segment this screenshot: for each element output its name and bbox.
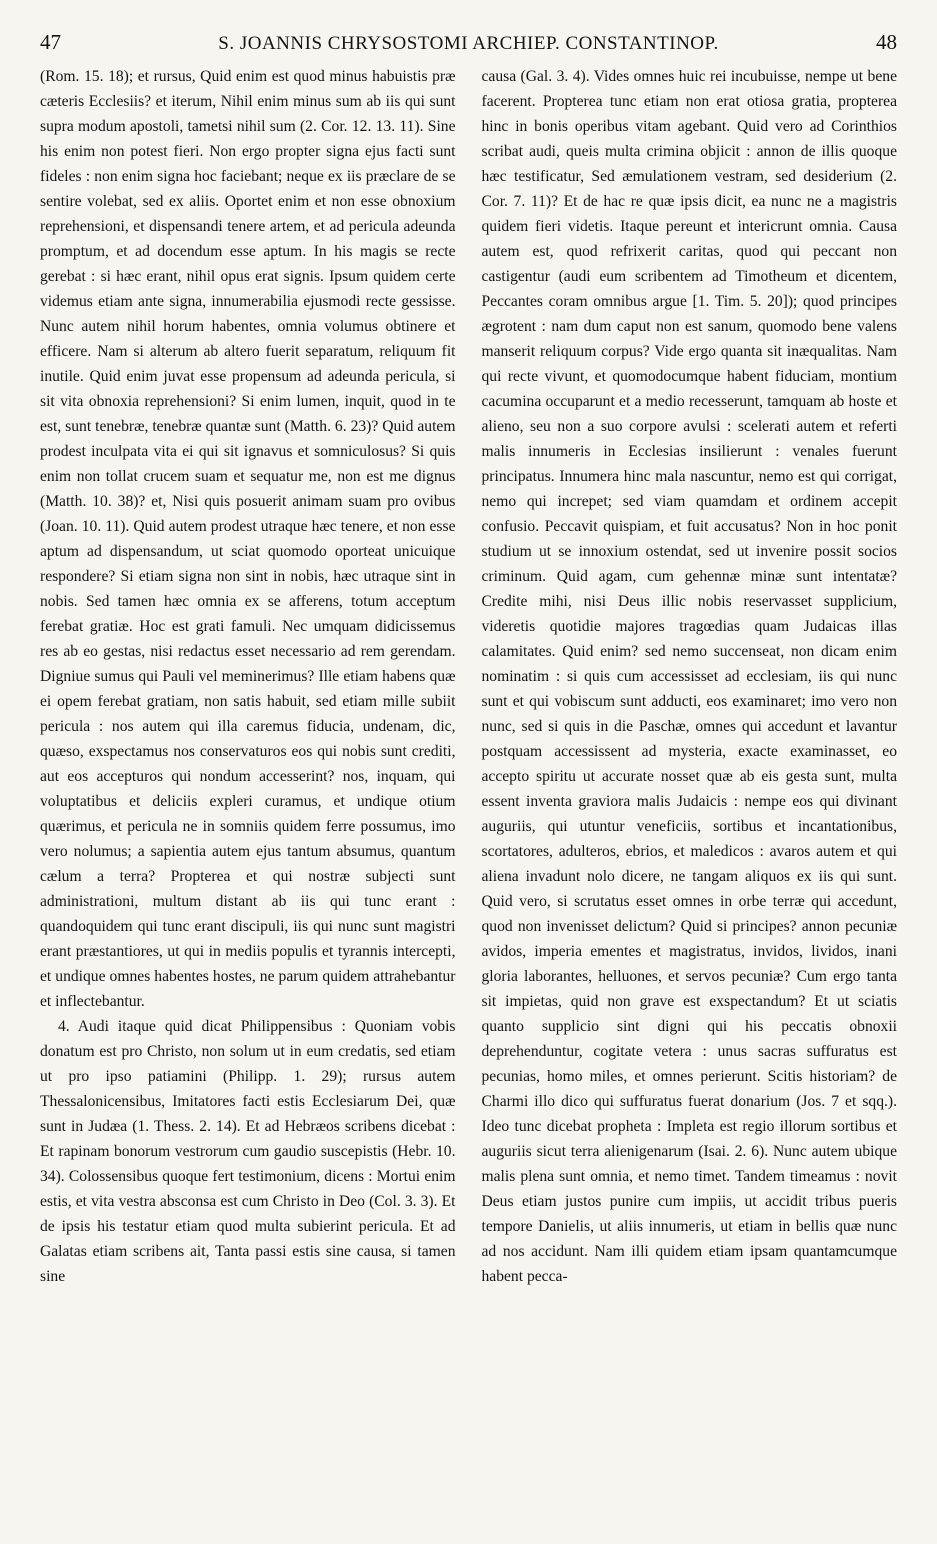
left-page-number: 47	[40, 30, 61, 54]
left-column	[40, 64, 456, 1289]
paragraph: 4. Audi itaque quid dicat Philippensibus : Quoniam vobis donatum est pro Christo, non solum ut in eum credatis, sed etiam ut pro ipso patiamini (Philipp. 1. 29); rursus autem Thessalonicensibus, Imitatores facti estis Ecclesiarum Dei, quæ sunt in Judæa (1. Thess. 2. 14). Et ad Hebræos scribens dicebat : Et rapinam bonorum vestrorum cum gaudio suscepistis (Hebr. 10. 34). Colossensibus quoque fert testimonium, dicens : Mortui enim estis, et vita vestra absconsa est cum Christo in Deo (Col. 3. 3). Et de ipsis his testatur etiam quod multa subierint pericula. Et ad Galatas etiam scribens ait, Tanta passi estis sine causa, si tamen sine	[40, 1018, 456, 1285]
paragraph: (Rom. 15. 18); et rursus, Quid enim est quod minus habuistis præ cæteris Ecclesiis? et iterum, Nihil enim minus sum ab iis qui sunt supra modum apostoli, tametsi nihil sum (2. Cor. 12. 13. 11). Sine his enim non potest fieri. Non ergo propter signa ejus facti sunt fideles : non enim signa hoc faciebant; neque ex iis præclare de se sentire volebat, sed ex aliis. Oportet enim et non esse obnoxium reprehensioni, et dispensandi tenere artem, et ad pericula adeunda promptum, et ad docendum esse aptum. In his magis se recte gerebat : si hæc erant, nihil opus erat signis. Ipsum quidem certe videmus etiam ante signa, innumerabilia ejusmodi recte gessisse. Nunc autem nihil horum habentes, omnia volumus obtinere et efficere. Nam si alterum ab altero fuerit separatum, reliquum fit inutile. Quid enim juvat esse propensum ad adeunda pericula, si sit vita obnoxia reprehensioni? Si enim lumen, inquit, quod in te est, sunt tenebræ, tenebræ quantæ sunt (Matth. 6. 23)? Quid autem prodest inculpata vita ei qui sit ignavus et somniculosus? Si quis enim non tollat crucem suam et sequatur me, non est me dignus (Matth. 10. 38)? et, Nisi quis posuerit animam suam pro ovibus (Joan. 10. 11). Quid autem prodest utraque hæc tenere, et non esse aptum ad dispensandum, ut sciat quomodo oporteat unicuique respondere? Si etiam signa non sint in nobis, hæc utraque sint in nobis. Sed tamen hæc omnia ex se afferens, totum acceptum ferebat gratiæ. Hoc est grati famuli. Nec umquam didicissemus res ab eo gestas, nisi redactus esset necessario ad rem gerendam. Digniue sumus qui Pauli vel meminerimus? Ille etiam habens quæ ei opem ferebat gratiam, non satis habuit, sed etiam mille subiit pericula : nos autem qui illa caremus fiducia, undenam, dic, quæso, exspectamus nos conservaturos eos qui nobis sunt crediti, aut eos accepturos qui nondum accesserint? nos, inquam, qui voluptatibus et deliciis expleri curamus, et undique otium quærimus, et pericula ne in somniis quidem ferre possumus, imo vero nolumus; a sapientia autem ejus tantum absumus, quantum cælum a terra? Propterea et qui nostræ subjecti sunt administrationi, multum distant ab iis qui tunc erant : quandoquidem qui tunc erant discipuli, iis qui nunc sunt magistri erant præstantiores, ut qui in mediis populis et tyrannis intercepti, et undique omnes habentes hostes, ne parum quidem attrahebantur et inflectebantur.	[40, 68, 456, 1010]
paragraph: causa (Gal. 3. 4). Vides omnes huic rei incubuisse, nempe ut bene facerent. Propterea tunc etiam non erat otiosa gratia, propterea hinc in bonis operibus vitam agebant. Quid vero ad Corinthios scribat audi, queis multa crimina objicit : annon de illis quoque hæc testificatur, Sed æmulationem vestram, sed desiderium (2. Cor. 7. 11)? Et de hac re quæ ipsis dicit, ea nunc ne a magistris quidem fieri videtis. Itaque pereunt et intericrunt omnia. Causa autem est, quod refrixerit caritas, quod qui peccant non castigentur (audi eum scribentem ad Timotheum et dicentem, Peccantes coram omnibus argue [1. Tim. 5. 20]); quod principes ægrotent : nam dum caput non est sanum, quomodo bene valens manserit reliquum corpus? Vide ergo quanta sit inæqualitas. Nam qui recte vivunt, et quomodocumque habent fiduciam, montium cacumina occuparunt et a medio recesserunt, tamquam ab hoste et alieno, seu non a suo corpore avulsi : scelerati autem et referti malis innumeris in Ecclesias insilierunt : venales fuerunt principatus. Innumera hinc mala nascuntur, nemo est qui corrigat, nemo qui increpet; sed viam quamdam et ordinem accepit confusio. Peccavit quispiam, et fuit accusatus? Non in hoc ponit studium ut se innoxium ostendat, sed ut invenire possit socios criminum. Quid agam, cum gehennæ minæ sunt intentatæ? Credite mihi, nisi Deus illic nobis reservasset supplicium, videretis quotidie majores tragœdias quam Judaicas illas calamitates. Quid enim? sed nemo succenseat, non dicam enim nominatim : si quis cum accessisset ad ecclesiam, iis qui nunc sunt et qui vobiscum sunt adducti, eos examinaret; imo vero non nunc, sed si quis in die Paschæ, omnes qui accedunt et lavantur postquam accessissent ad mysteria, exacte examinasset, eo accepto spiritu ut accurate nosset quæ ab eis gesta sunt, multa essent inventa graviora malis Judaicis : nempe eos qui divinant auguriis, qui utuntur veneficiis, sortibus et incantationibus, scortatores, adulteros, ebrios, et maledicos : avaros autem et qui aliena invadunt nolo dicere, ne tangam aliquos ex iis qui sunt. Quid vero, si scrutatus esset omnes in orbe terræ qui accedunt, quod non invenisset delictum? Quid si principes? annon pecuniæ avidos, imperia ementes et magistratus, invidos, lividos, inani gloria laborantes, helluones, et servos pecuniæ? Cum ergo tanta sit impietas, quid non grave est exspectandum? Et ut sciatis quanto supplicio sint digni qui his peccatis obnoxii deprehenduntur, cogitate vetera : unus sacras suffuratus est pecunias, homo miles, et omnes perierunt. Scitis historiam? de Charmi illo dico qui suffuratus fuerat donarium (Jos. 7 et sqq.). Ideo tunc dicebat propheta : Impleta est regio illorum sortibus et auguriis sicut terra alienigenarum (Isai. 2. 6). Nunc autem ubique malis plena sunt omnia, et nemo timet. Tandem timeamus : novit Deus etiam justos punire cum impiis, ut accidit tribus pueris tempore Danielis, ut aliis innumeris, ut etiam in bellis quæ nunc ad nos accidunt. Nam illi quidem etiam ipsam quantamcumque habent pecca-	[481, 68, 897, 1285]
right-column	[482, 64, 898, 1289]
page-header	[40, 30, 897, 60]
text-columns	[40, 64, 897, 1289]
right-page-number: 48	[876, 30, 897, 54]
running-title: S. JOANNIS CHRYSOSTOMI ARCHIEP. CONSTANTINOP.	[218, 33, 719, 54]
